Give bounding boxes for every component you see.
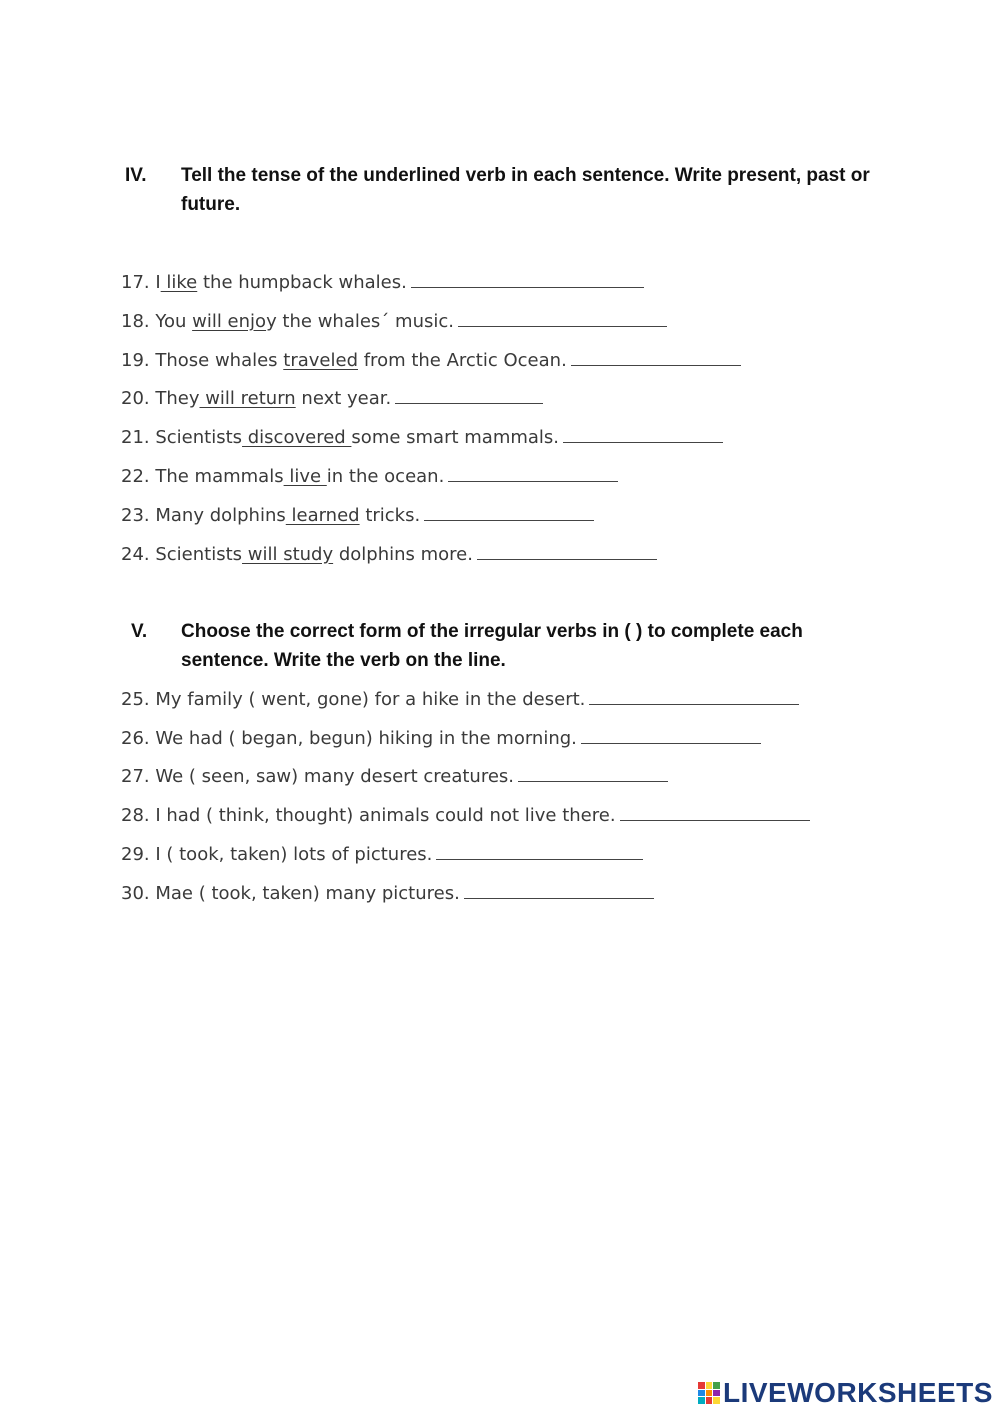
question-22 bbox=[121, 463, 618, 489]
logo-tile bbox=[698, 1382, 705, 1389]
question-text: 22. The mammals bbox=[121, 466, 284, 487]
question-text: 20. They bbox=[121, 388, 200, 409]
question-21 bbox=[121, 424, 723, 450]
logo-tile bbox=[698, 1397, 705, 1404]
question-17 bbox=[121, 269, 644, 295]
underlined-verb: learned bbox=[285, 505, 360, 526]
logo-tile bbox=[706, 1397, 713, 1404]
logo-tile bbox=[713, 1397, 720, 1404]
question-text: 24. Scientists bbox=[121, 544, 243, 565]
answer-line[interactable] bbox=[477, 541, 657, 560]
underlined-verb: will enjo bbox=[192, 311, 267, 332]
question-text: 17. I bbox=[121, 272, 161, 293]
answer-line[interactable] bbox=[411, 269, 644, 288]
answer-line[interactable] bbox=[424, 502, 594, 521]
answer-line[interactable] bbox=[581, 725, 761, 744]
question-20 bbox=[121, 385, 543, 411]
underlined-verb: discovered bbox=[242, 427, 352, 448]
answer-line[interactable] bbox=[448, 463, 618, 482]
question-30 bbox=[121, 880, 654, 906]
underlined-verb: will return bbox=[199, 388, 296, 409]
underlined-verb: will study bbox=[242, 544, 334, 565]
question-25 bbox=[121, 686, 799, 712]
logo-tile bbox=[706, 1382, 713, 1389]
question-text: 18. You bbox=[121, 311, 193, 332]
question-text: some smart mammals. bbox=[351, 427, 560, 448]
section-v-numeral: V. bbox=[131, 621, 148, 642]
question-18 bbox=[121, 308, 667, 334]
section-iv-numeral: IV. bbox=[125, 165, 147, 186]
liveworksheets-logo bbox=[698, 1378, 993, 1408]
question-text: 19. Those whales bbox=[121, 350, 284, 371]
question-text: 28. I had ( think, thought) animals could not live there. bbox=[121, 805, 616, 826]
underlined-verb: traveled bbox=[283, 350, 358, 371]
question-text: 26. We had ( began, begun) hiking in the morning. bbox=[121, 728, 577, 749]
question-27 bbox=[121, 763, 668, 789]
question-19 bbox=[121, 347, 741, 373]
question-text: 27. We ( seen, saw) many desert creatures. bbox=[121, 766, 515, 787]
question-text: 23. Many dolphins bbox=[121, 505, 286, 526]
answer-line[interactable] bbox=[518, 763, 668, 782]
answer-line[interactable] bbox=[571, 347, 741, 366]
logo-tile bbox=[698, 1390, 705, 1397]
question-text: next year. bbox=[295, 388, 392, 409]
question-text: 29. I ( took, taken) lots of pictures. bbox=[121, 844, 433, 865]
answer-line[interactable] bbox=[589, 686, 799, 705]
section-v-instruction: Choose the correct form of the irregular verbs in ( ) to complete each sentence. Write the verb on the line. bbox=[181, 621, 803, 671]
question-text: 25. My family ( went, gone) for a hike in the desert. bbox=[121, 689, 586, 710]
brand-name: LIVEWORKSHEETS bbox=[723, 1377, 993, 1408]
answer-line[interactable] bbox=[395, 385, 543, 404]
logo-grid-icon bbox=[698, 1382, 720, 1404]
question-text: in the ocean. bbox=[326, 466, 445, 487]
question-28 bbox=[121, 802, 810, 828]
question-text: from the Arctic Ocean. bbox=[358, 350, 567, 371]
logo-tile bbox=[713, 1390, 720, 1397]
logo-tile bbox=[713, 1382, 720, 1389]
question-text: 30. Mae ( took, taken) many pictures. bbox=[121, 883, 460, 904]
answer-line[interactable] bbox=[464, 880, 654, 899]
question-29 bbox=[121, 841, 643, 867]
question-text: the humpback whales. bbox=[197, 272, 407, 293]
question-text: y the whales´ music. bbox=[266, 311, 454, 332]
answer-line[interactable] bbox=[563, 424, 723, 443]
underlined-verb: like bbox=[160, 272, 198, 293]
answer-line[interactable] bbox=[620, 802, 810, 821]
question-text: tricks. bbox=[359, 505, 421, 526]
question-24 bbox=[121, 541, 657, 567]
question-26 bbox=[121, 725, 761, 751]
answer-line[interactable] bbox=[436, 841, 643, 860]
answer-line[interactable] bbox=[458, 308, 667, 327]
logo-tile bbox=[706, 1390, 713, 1397]
section-iv-instruction: Tell the tense of the underlined verb in each sentence. Write present, past or future. bbox=[181, 165, 870, 215]
question-text: dolphins more. bbox=[333, 544, 473, 565]
question-23 bbox=[121, 502, 594, 528]
question-text: 21. Scientists bbox=[121, 427, 243, 448]
underlined-verb: live bbox=[283, 466, 327, 487]
